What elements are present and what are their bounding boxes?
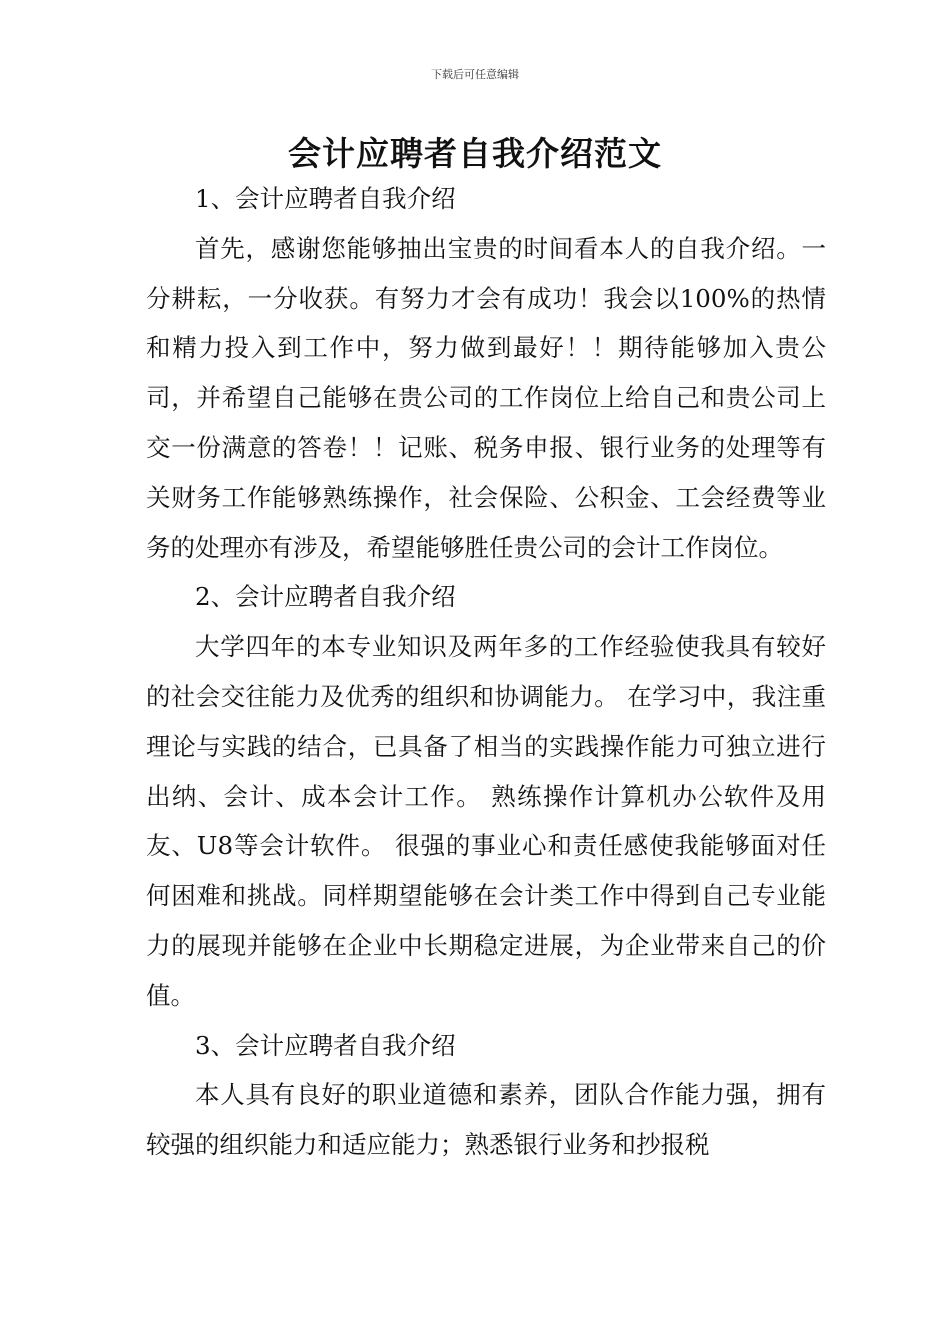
document-title: 会计应聘者自我介绍范文 — [288, 134, 662, 173]
section-paragraph-1: 首先，感谢您能够抽出宝贵的时间看本人的自我介绍。一分耕耘，一分收获。有努力才会有成功！我会以100%的热情和精力投入到工作中，努力做到最好！！期待能够加入贵公司，并希望自己能够在贵公司的工作岗位上给自己和贵公司上交一份满意的答卷！！记账、税务申报、银行业务的处理等有关财务工作能够熟练操作，社会保险、公积金、工会经费等业务的处理亦有涉及，希望能够胜任贵公司的会计工作岗位。 — [146, 233, 826, 562]
section-paragraph-2: 大学四年的本专业知识及两年多的工作经验使我具有较好的社会交往能力及优秀的组织和协调能力。 在学习中，我注重理论与实践的结合，已具备了相当的实践操作能力可独立进行出纳、会计、成本会计工作。 熟练操作计算机办公软件及用友、U8等会计软件。 很强的事业心和责任感使我能够面对任何困难和挑战。同样期望能够在会计类工作中得到自己专业能力的展现并能够在企业中长期稳定进展，为企业带来自己的价值。 — [146, 632, 826, 1010]
document-body — [146, 174, 826, 1170]
header-note: 下载后可任意编辑 — [431, 68, 519, 81]
section-heading-1: 1、会计应聘者自我介绍 — [195, 184, 456, 213]
section-heading-3: 3、会计应聘者自我介绍 — [195, 1030, 456, 1060]
section-paragraph-3: 本人具有良好的职业道德和素养，团队合作能力强，拥有较强的组织能力和适应能力；熟悉银行业务和抄报税 — [146, 1080, 826, 1160]
section-heading-2: 2、会计应聘者自我介绍 — [195, 582, 456, 612]
